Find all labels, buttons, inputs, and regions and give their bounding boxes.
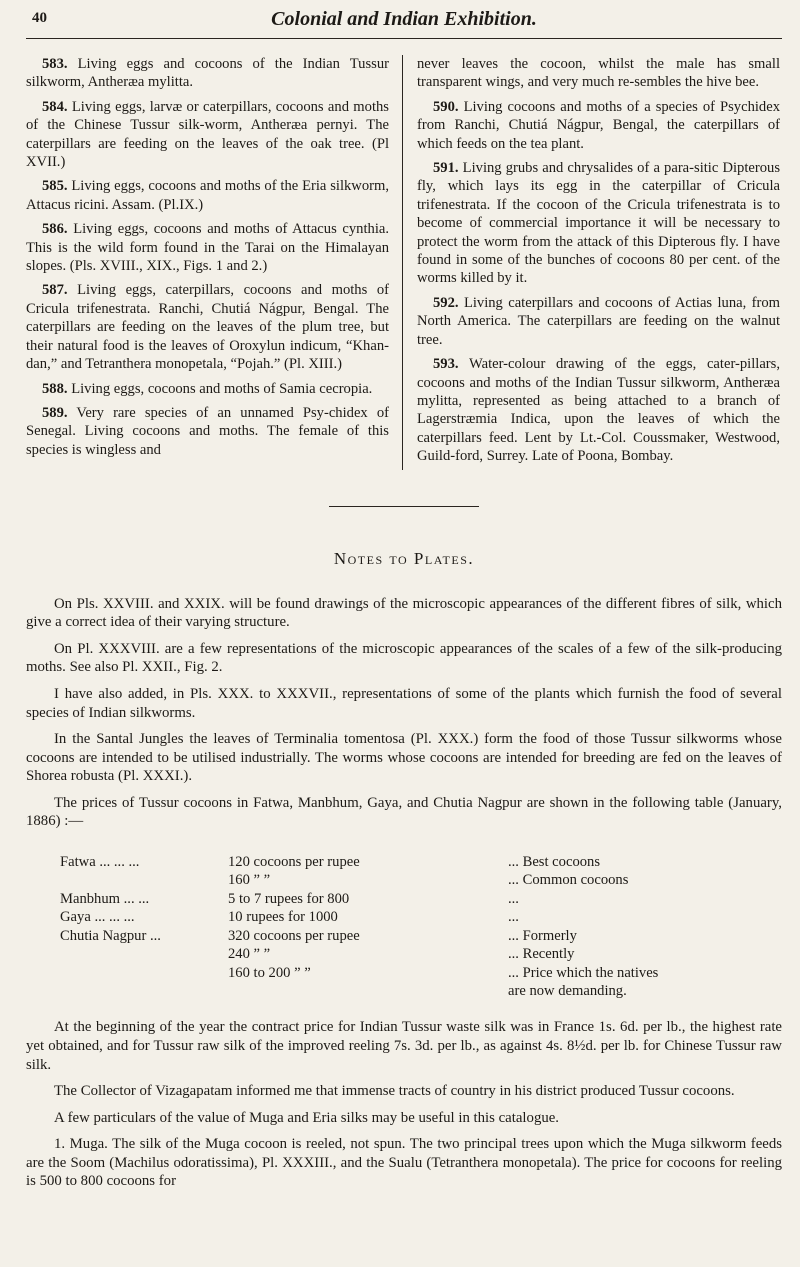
catalogue-entry — [417, 294, 780, 349]
entry-number: 592. — [433, 294, 459, 311]
notes-paragraph: In the Santal Jungles the leaves of Terminalia tomentosa (Pl. XXX.) form the food of those Tussur silkworms whose cocoons are intended to be utilised industrially. The worms whose cocoons are intended for breeding are fed on the leaves of Shorea robusta (Pl. XXXI.). — [26, 731, 782, 785]
entry-text: never leaves the cocoon, whilst the male has small transparent wings, and very much re-sembles the hive bee. — [417, 56, 780, 91]
entry-text: Living eggs, caterpillars, cocoons and moths of Cricula trifenestrata. Ranchi, Chutiá Nágpur, Bengal. The caterpillars are feeding on the leaves of the plum tree, but their natural food is the leaves of Oroxylun indicum, “Khan-dan,” and Tetranthera monopetala, “Pojah.” (Pl. XIII.) — [26, 282, 389, 373]
table-row — [60, 945, 782, 963]
notes-heading: Notes to Plates. — [333, 548, 475, 568]
page — [26, 8, 782, 1191]
table-place: Fatwa ... ... ... — [60, 854, 140, 871]
notes-paragraph: On Pls. XXVIII. and XXIX. will be found drawings of the microscopic appearances of the different fibres of silk, which give a correct idea of their varying structure. — [26, 595, 782, 631]
table-note: ... — [508, 890, 519, 907]
catalogue-entry — [417, 159, 780, 288]
table-row — [60, 871, 782, 889]
table-price: 10 rupees for 1000 — [228, 909, 338, 926]
column-separator — [402, 55, 403, 470]
catalogue-entry — [26, 281, 389, 373]
running-title: Colonial and Indian Exhibition. — [271, 8, 537, 30]
entry-text: Very rare species of an unnamed Psy-chidex of Senegal. Living cocoons and moths. The female of this species is wingless and — [26, 404, 389, 458]
entry-number: 593. — [433, 356, 459, 373]
entry-number: 587. — [42, 282, 68, 299]
entry-text: Living eggs, cocoons and moths of the Eria silkworm, Attacus ricini. Assam. (Pl.IX.) — [26, 178, 389, 213]
table-place — [60, 871, 228, 889]
catalogue-entry — [26, 220, 389, 275]
notes-paragraph: The prices of Tussur cocoons in Fatwa, Manbhum, Gaya, and Chutia Nagpur are shown in the following table (January, 1886) :— — [26, 794, 782, 830]
entry-text: Living eggs and cocoons of the Indian Tussur silkworm, Antheræa mylitta. — [26, 56, 389, 91]
running-header — [26, 8, 782, 34]
table-place: Gaya ... ... ... — [60, 909, 135, 926]
price-table — [60, 853, 782, 1000]
catalogue-entry — [26, 55, 389, 92]
closing-text — [26, 1018, 782, 1191]
catalogue-entry — [417, 98, 780, 153]
catalogue-entry — [26, 380, 389, 398]
entry-number: 588. — [42, 380, 68, 397]
entry-text: Living eggs, cocoons and moths of Attacus cynthia. This is the wild form found in the Tarai on the Himalayan slopes. (Pls. XVIII., XIX., Figs. 1 and 2.) — [26, 221, 389, 275]
table-price: 160 ” ” — [228, 872, 271, 889]
section-divider — [329, 506, 479, 507]
entry-number: 586. — [42, 221, 68, 238]
table-row — [60, 964, 782, 982]
table-place: Chutia Nagpur ... — [60, 927, 161, 944]
notes-paragraph: On Pl. XXXVIII. are a few representations of the microscopic appearances of the scales of a few of the silk-producing moths. See also Pl. XXII., Fig. 2. — [26, 640, 782, 676]
table-price: 5 to 7 rupees for 800 — [228, 890, 350, 907]
notes-body — [26, 595, 782, 832]
table-note: ... Best cocoons — [508, 854, 601, 871]
entry-text: Living eggs, larvæ or caterpillars, cocoons and moths of the Chinese Tussur silk-worm, Antheræa pernyi. The caterpillars are feeding on the leaves of the oak tree. (Pl XVII.) — [26, 98, 389, 171]
table-note: ... Formerly — [508, 927, 577, 944]
catalogue-entry — [26, 177, 389, 214]
entry-text: Living cocoons and moths of a species of Psychidex from Ranchi, Chutiá Nágpur, Bengal, the caterpillars of which feeds on the tea plant. — [417, 98, 780, 152]
entry-number: 583. — [42, 56, 68, 72]
catalogue-columns — [26, 55, 782, 472]
table-row — [60, 927, 782, 945]
entry-number: 584. — [42, 98, 68, 115]
entry-text: Living eggs, cocoons and moths of Samia cecropia. — [71, 380, 373, 397]
table-price: 120 cocoons per rupee — [228, 854, 360, 871]
entry-number: 585. — [42, 178, 68, 195]
entry-number: 590. — [433, 98, 459, 115]
table-note: ... Price which the natives — [508, 964, 659, 981]
catalogue-entry — [417, 355, 780, 465]
table-row — [60, 982, 782, 1000]
table-place — [60, 982, 228, 1000]
catalogue-entry — [26, 98, 389, 172]
entry-number: 589. — [42, 404, 68, 421]
left-column — [26, 55, 403, 472]
closing-paragraph: A few particulars of the value of Muga and Eria silks may be useful in this catalogue. — [54, 1109, 560, 1126]
table-row — [60, 890, 782, 908]
table-price: 160 to 200 ” ” — [228, 964, 311, 981]
table-note: ... — [508, 909, 519, 926]
entry-text: Water-colour drawing of the eggs, cater-pillars, cocoons and moths of the Indian Tussur silkworm, Antheræa mylitta, represented as being attached to a branch of Lagerstræmia Indica, upon the leaves of which the caterpillars feed. Lent by Lt.-Col. Coussmaker, Westwood, Guild-ford, Surrey. Late of Poona, Bombay. — [417, 356, 780, 465]
page-number: 40 — [32, 10, 47, 26]
right-column — [403, 55, 780, 472]
closing-paragraph: At the beginning of the year the contract price for Indian Tussur waste silk was in France 1s. 6d. per lb., the highest rate yet obtained, and for Tussur raw silk of the improved reeling 7s. 3d. per lb., as against 4s. 8½d. per lb. for Chinese Tussur raw silk. — [26, 1019, 782, 1073]
table-price: 320 cocoons per rupee — [228, 927, 360, 944]
closing-paragraph: 1. Muga. The silk of the Muga cocoon is reeled, not spun. The two principal trees upon which the Muga silkworm feeds are the Soom (Machilus odoratissima), Pl. XXXIII., and the Sualu (Tetranthera monopetala). The price for cocoons for reeling is 500 to 800 cocoons for — [26, 1136, 782, 1190]
catalogue-entry — [26, 404, 389, 459]
closing-paragraph: The Collector of Vizagapatam informed me that immense tracts of country in his district produced Tussur cocoons. — [54, 1083, 735, 1100]
catalogue-entry — [417, 55, 780, 92]
table-place: Manbhum ... ... — [60, 890, 150, 907]
table-note: ... Recently — [508, 946, 575, 963]
table-note: ... Common cocoons — [508, 872, 629, 889]
entry-text: Living caterpillars and cocoons of Actias luna, from North America. The caterpillars are feeding on the walnut tree. — [417, 294, 780, 348]
entry-number: 591. — [433, 160, 459, 177]
table-row — [60, 908, 782, 926]
notes-paragraph: I have also added, in Pls. XXX. to XXXVII., representations of some of the plants which furnish the food of several species of Indian silkworms. — [26, 685, 782, 721]
table-row — [60, 853, 782, 871]
header-rule — [26, 38, 782, 39]
table-note: are now demanding. — [508, 982, 627, 999]
table-price — [228, 982, 508, 1000]
table-place — [60, 945, 228, 963]
table-place — [60, 964, 228, 982]
entry-text: Living grubs and chrysalides of a para-sitic Dipterous fly, which lays its egg in the caterpillar of Cricula trifenestrata. If the cocoon of the Cricula trifenestrata is to become of commercial importance it will be necessary to protect the worm from the attack of this Dipterous fly. I have found in some of the bunches of cocoons 80 per cent. of the worms killed by it. — [417, 160, 780, 287]
table-price: 240 ” ” — [228, 946, 271, 963]
